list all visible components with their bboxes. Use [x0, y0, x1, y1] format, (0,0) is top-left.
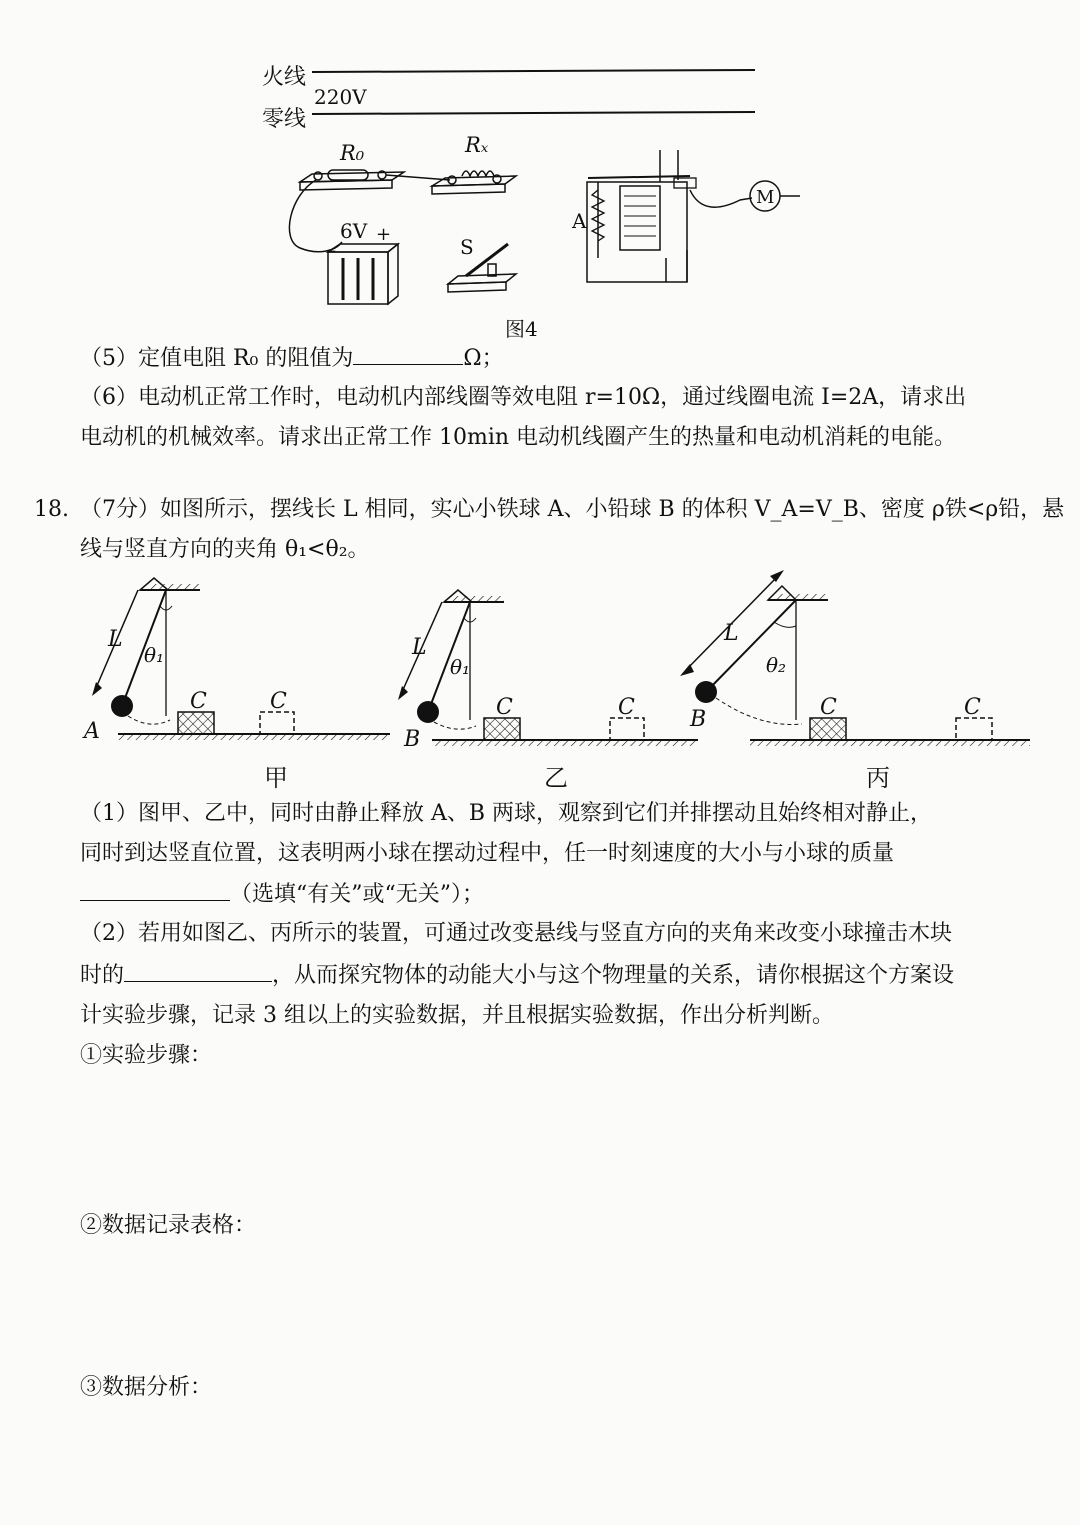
bing-L: L	[724, 621, 739, 646]
question-5	[80, 338, 504, 379]
p1-line2: 同时到达竖直位置，这表明两小球在摆动过程中，任一时刻速度的大小与小球的质量	[80, 841, 895, 866]
battery-6v	[328, 219, 398, 304]
ball-b	[417, 701, 439, 723]
question-18-number: 18.	[34, 497, 69, 522]
answer-area-1[interactable]	[80, 1080, 1020, 1200]
jia-theta1: θ₁	[144, 643, 165, 667]
p2-line1: （2）若用如图乙、丙所示的装置，可通过改变悬线与竖直方向的夹角来改变小球撞击木块	[80, 921, 953, 946]
step-data-analysis: ③数据分析：	[80, 1375, 213, 1400]
q5-unit: Ω；	[463, 346, 504, 371]
figure-yi	[398, 590, 698, 792]
rx-resistor	[432, 133, 516, 194]
question-18-line1: （7分）如图所示，摆线长 L 相同，实心小铁球 A、小铅球 B 的体积 V_A=V_B、密度 ρ铁<ρ铅，悬	[80, 497, 1065, 522]
p1-line1: （1）图甲、乙中，同时由静止释放 A、B 两球，观察到它们并排摆动且始终相对静止，	[80, 801, 933, 826]
figure-4-circuit	[0, 0, 1080, 345]
ball-b-bing	[695, 681, 717, 703]
rx-label: Rₓ	[465, 133, 489, 157]
bing-c-label: C	[820, 695, 837, 720]
figure-yi-caption: 乙	[544, 764, 568, 792]
r0-label: R₀	[340, 141, 365, 165]
answer-area-2[interactable]	[80, 1250, 1020, 1360]
yi-ball-b-label: B	[404, 727, 421, 752]
figure-bing	[680, 570, 1030, 792]
r0-resistor	[300, 141, 404, 190]
jia-ball-a-label: A	[84, 719, 100, 744]
figure-4-caption: 图4	[505, 317, 538, 341]
question-6-line2: 电动机的机械效率。请求出正常工作 10min 电动机线圈产生的热量和电动机消耗的电能。	[80, 425, 957, 450]
figure-bing-caption: 丙	[866, 764, 890, 792]
voltage-label: 220V	[314, 85, 367, 109]
p2-line2-pre: 时的	[80, 963, 125, 988]
step-data-table: ②数据记录表格：	[80, 1213, 257, 1238]
battery-plus: +	[376, 224, 392, 245]
neutral-wire-label: 零线	[262, 107, 307, 132]
p1-answer-blank[interactable]	[80, 874, 230, 901]
neutral-wire	[312, 112, 755, 114]
relay-a-label: A	[572, 209, 587, 233]
jia-c-label: C	[190, 689, 207, 714]
q5-text: （5）定值电阻 R₀ 的阻值为	[80, 346, 354, 371]
p1-line3: （选填“有关”或“无关”）；	[230, 882, 484, 907]
p2-line2-post: ，从而探究物体的动能大小与这个物理量的关系，请你根据这个方案设	[272, 963, 955, 988]
question-18-line2: 线与竖直方向的夹角 θ₁<θ₂。	[80, 537, 370, 562]
answer-area-3[interactable]	[80, 1412, 1020, 1512]
yi-L: L	[412, 635, 427, 660]
switch-label: S	[460, 235, 474, 259]
battery-minus: -	[330, 240, 337, 261]
bing-c-dashed-label: C	[964, 695, 981, 720]
bing-theta2: θ₂	[766, 653, 787, 677]
p1-line3-wrap	[80, 874, 484, 915]
figure-jia	[82, 578, 390, 792]
bing-ball-b-label: B	[690, 707, 707, 732]
switch-s	[448, 235, 516, 292]
yi-c-label: C	[496, 695, 513, 720]
q5-answer-blank[interactable]	[353, 338, 463, 365]
pendulum-figures	[0, 570, 1080, 800]
ball-a	[111, 695, 133, 717]
figure-jia-caption: 甲	[264, 764, 288, 792]
motor	[690, 181, 800, 211]
p2-line2-wrap	[80, 955, 954, 996]
motor-label: M	[756, 187, 775, 208]
p2-line3: 计实验步骤，记录 3 组以上的实验数据，并且根据实验数据，作出分析判断。	[80, 1003, 834, 1028]
yi-c-dashed-label: C	[618, 695, 635, 720]
step-experiment-procedure: ①实验步骤：	[80, 1043, 213, 1068]
yi-theta1: θ₁	[450, 655, 471, 679]
p2-answer-blank[interactable]	[124, 955, 272, 982]
jia-c-dashed-label: C	[270, 689, 287, 714]
electromagnetic-relay	[571, 150, 696, 282]
battery-label: 6V	[340, 219, 368, 243]
live-wire-label: 火线	[262, 65, 307, 90]
live-wire	[312, 70, 755, 72]
jia-L: L	[108, 627, 123, 652]
question-6-line1: （6）电动机正常工作时，电动机内部线圈等效电阻 r=10Ω，通过线圈电流 I=2A，请求出	[80, 385, 967, 410]
